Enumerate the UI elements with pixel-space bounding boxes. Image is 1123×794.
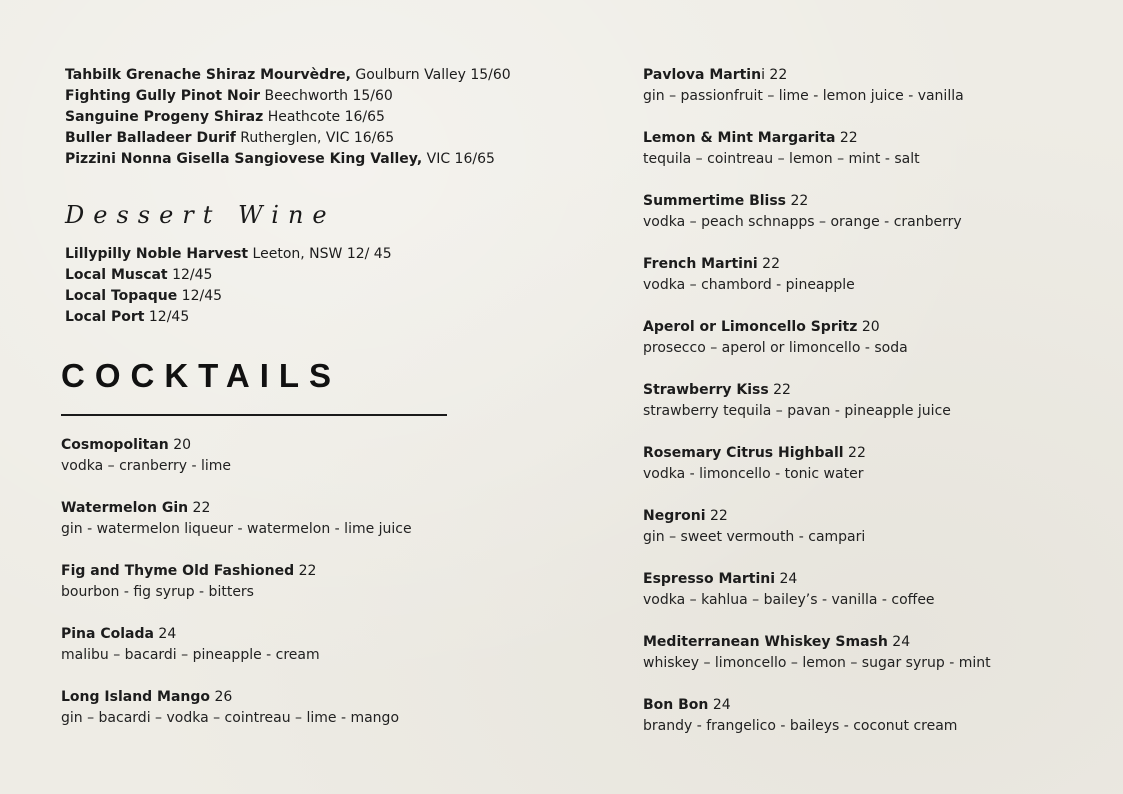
cocktail-item <box>61 435 541 477</box>
cocktail-name: Strawberry Kiss <box>643 382 769 398</box>
cocktail-item <box>643 317 1083 359</box>
cocktail-list-left <box>61 435 541 729</box>
cocktail-name: Bon Bon <box>643 697 709 713</box>
cocktail-ingredients: prosecco – aperol or limoncello - soda <box>643 340 908 356</box>
cocktail-ingredients: vodka – chambord - pineapple <box>643 277 855 293</box>
cocktail-price: 24 <box>887 634 911 650</box>
wine-detail: 12/45 <box>177 288 223 304</box>
wine-name: Local Muscat <box>65 267 168 283</box>
cocktail-ingredients: gin - watermelon liqueur - watermelon - lime juice <box>61 521 412 537</box>
dessert-wine-list <box>61 244 541 328</box>
wine-item <box>65 286 541 307</box>
cocktail-item <box>643 569 1083 611</box>
cocktail-price: 22 <box>768 382 791 398</box>
wine-detail: Rutherglen, VIC 16/65 <box>235 130 395 146</box>
cocktail-price: 24 <box>153 626 177 642</box>
wine-item <box>65 107 541 128</box>
wine-name: Sanguine Progeny Shiraz <box>65 109 264 125</box>
wine-detail: VIC 16/65 <box>422 151 495 167</box>
cocktail-price: 20 <box>168 437 192 453</box>
wine-item <box>65 244 541 265</box>
wine-detail: Beechworth 15/60 <box>260 88 393 104</box>
heading-divider <box>61 414 447 416</box>
cocktail-price: 22 <box>843 445 866 461</box>
cocktail-ingredients: bourbon - fig syrup - bitters <box>61 584 254 600</box>
wine-detail: Leeton, NSW 12/ 45 <box>248 246 392 262</box>
cocktail-ingredients: brandy - frangelico - baileys - coconut cream <box>643 718 958 734</box>
cocktail-item <box>61 561 541 603</box>
cocktail-item <box>643 380 1083 422</box>
cocktail-name: Pavlova Martin <box>643 67 762 83</box>
cocktail-name: Lemon & Mint Margarita <box>643 130 836 146</box>
wine-name: Tahbilk Grenache Shiraz Mourvèdre, <box>65 67 351 83</box>
cocktail-ingredients: gin – bacardi – vodka – cointreau – lime - mango <box>61 710 400 726</box>
wine-name: Fighting Gully Pinot Noir <box>65 88 261 104</box>
cocktail-item <box>643 65 1083 107</box>
cocktail-item <box>643 191 1083 233</box>
red-wine-list <box>61 65 541 170</box>
cocktail-name: French Martini <box>643 256 758 272</box>
cocktail-price: 20 <box>857 319 880 335</box>
dessert-wine-heading: Dessert Wine <box>65 201 336 229</box>
cocktail-ingredients: vodka - limoncello - tonic water <box>643 466 864 482</box>
cocktail-ingredients: vodka – cranberry - lime <box>61 458 232 474</box>
wine-item <box>65 307 541 328</box>
right-column <box>643 65 1083 758</box>
cocktail-ingredients: gin – passionfruit – lime - lemon juice - vanilla <box>643 88 964 104</box>
cocktail-item <box>643 632 1083 674</box>
cocktail-name: Negroni <box>643 508 706 524</box>
cocktail-item <box>643 695 1083 737</box>
wine-detail: 12/45 <box>144 309 190 325</box>
cocktail-item <box>643 128 1083 170</box>
wine-item <box>65 65 541 86</box>
cocktail-name: Mediterranean Whiskey Smash <box>643 634 888 650</box>
cocktail-price: 22 <box>188 500 211 516</box>
wine-detail: Goulburn Valley 15/60 <box>350 67 511 83</box>
left-column <box>61 65 541 750</box>
cocktail-name: Long Island Mango <box>61 689 211 705</box>
cocktail-name: Espresso Martini <box>643 571 776 587</box>
cocktail-name: Fig and Thyme Old Fashioned <box>61 563 295 579</box>
wine-item <box>65 265 541 286</box>
cocktail-name: Summertime Bliss <box>643 193 787 209</box>
wine-name: Local Topaque <box>65 288 178 304</box>
cocktail-price: 24 <box>708 697 731 713</box>
cocktail-item <box>643 254 1083 296</box>
cocktail-ingredients: vodka – peach schnapps – orange - cranberry <box>643 214 962 230</box>
wine-name: Buller Balladeer Durif <box>65 130 236 146</box>
cocktail-ingredients: tequila – cointreau – lemon – mint - salt <box>643 151 920 167</box>
cocktail-price: 22 <box>294 563 317 579</box>
cocktail-name: Aperol or Limoncello Spritz <box>643 319 858 335</box>
wine-detail: 12/45 <box>167 267 213 283</box>
cocktail-name: Watermelon Gin <box>61 500 189 516</box>
wine-name: Pizzini Nonna Gisella Sangiovese King Valley, <box>65 151 423 167</box>
cocktail-name: Rosemary Citrus Highball <box>643 445 844 461</box>
cocktail-item <box>61 624 541 666</box>
wine-item <box>65 86 541 107</box>
cocktail-price: 22 <box>835 130 858 146</box>
cocktail-item <box>61 687 541 729</box>
cocktail-ingredients: strawberry tequila – pavan - pineapple juice <box>643 403 951 419</box>
wine-name: Local Port <box>65 309 145 325</box>
cocktail-item <box>643 506 1083 548</box>
cocktail-list-right <box>643 65 1083 737</box>
wine-detail: Heathcote 16/65 <box>263 109 385 125</box>
wine-item <box>65 149 541 170</box>
cocktail-item <box>61 498 541 540</box>
cocktail-ingredients: vodka – kahlua – bailey’s - vanilla - coffee <box>643 592 935 608</box>
wine-name: Lillypilly Noble Harvest <box>65 246 249 262</box>
cocktail-price: 22 <box>705 508 728 524</box>
cocktail-price: 24 <box>775 571 798 587</box>
cocktail-item <box>643 443 1083 485</box>
cocktail-price: 22 <box>757 256 780 272</box>
cocktail-ingredients: malibu – bacardi – pineapple - cream <box>61 647 320 663</box>
cocktail-price: i 22 <box>761 67 788 83</box>
cocktail-price: 26 <box>210 689 233 705</box>
cocktail-ingredients: whiskey – limoncello – lemon – sugar syrup - mint <box>643 655 991 671</box>
cocktails-heading: COCKTAILS <box>61 357 342 394</box>
cocktail-price: 22 <box>786 193 809 209</box>
cocktail-name: Pina Colada <box>61 626 154 642</box>
cocktail-name: Cosmopolitan <box>61 437 169 453</box>
wine-item <box>65 128 541 149</box>
cocktail-ingredients: gin – sweet vermouth - campari <box>643 529 866 545</box>
